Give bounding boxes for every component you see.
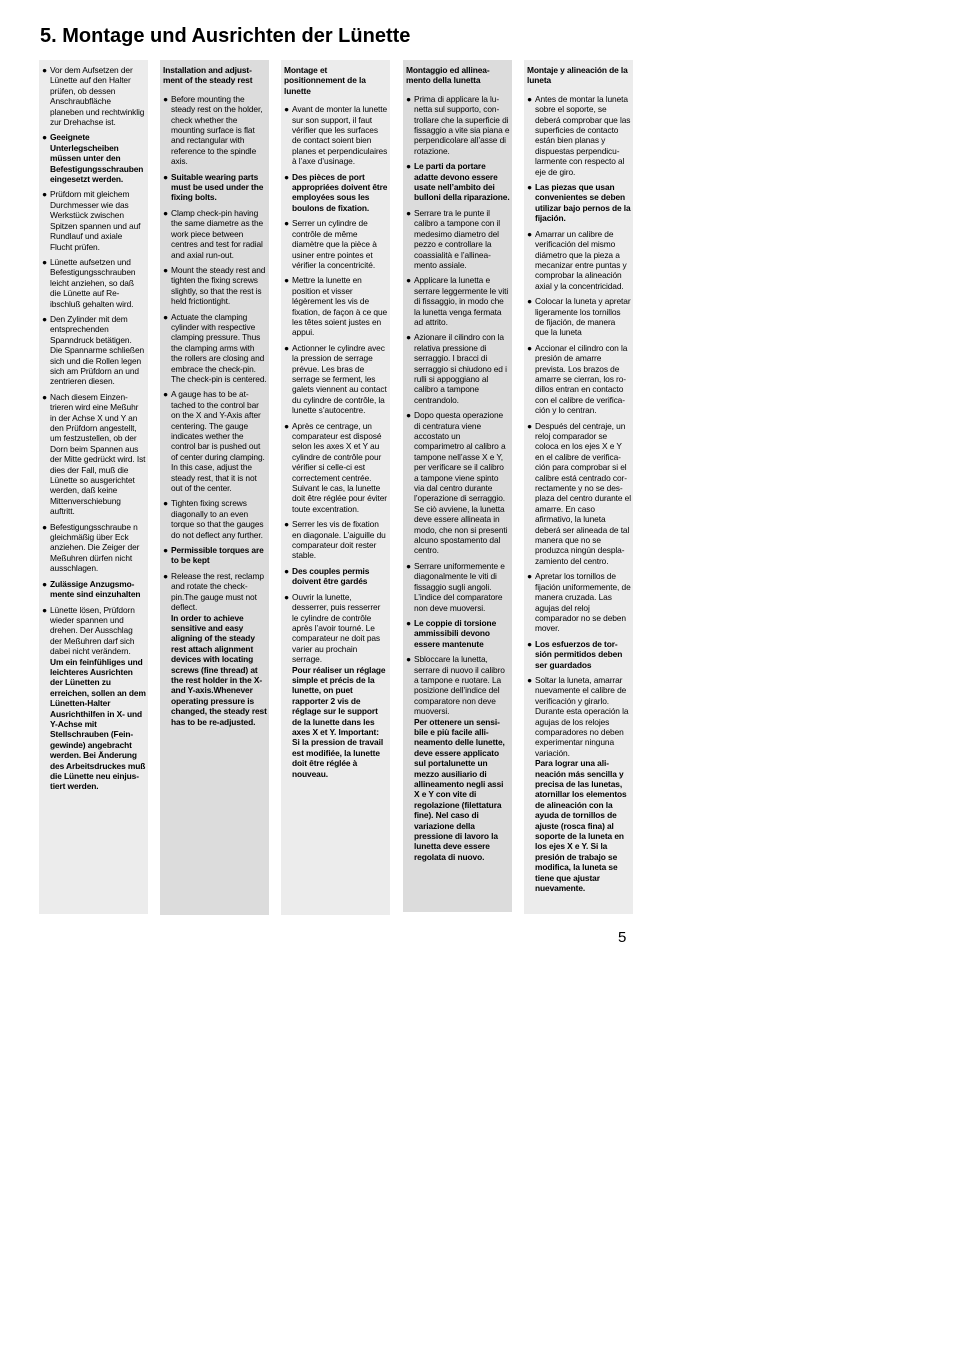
bullet-icon: ● [284, 275, 289, 286]
bullet-icon: ● [406, 161, 411, 172]
instruction-list [527, 94, 631, 894]
instruction-note: Pour réaliser un réglage simple et précis de la lunette, on puet rapporter 2 vis de réglage sur le support de la lunette dans les axes X et Y. Important: Si la pression de travail est modifiée, la lunette doit être réglée à nouveau. [292, 664, 386, 779]
bullet-icon: ● [42, 132, 47, 143]
bullet-icon: ● [163, 498, 168, 509]
bullet-icon: ● [163, 264, 168, 275]
column-french [281, 60, 390, 915]
bullet-icon: ● [42, 391, 47, 402]
bullet-icon: ● [42, 189, 47, 200]
instruction-text: Des pièces de port appropriées doivent être employées sous les boulons de fixation. [292, 171, 388, 213]
column-german [39, 60, 148, 914]
bullet-icon: ● [406, 410, 411, 421]
instruction-text: Des couples permis doivent être gardés [292, 565, 370, 587]
instruction-item [42, 605, 146, 792]
instruction-text: Serrer un cylindre de contrôle de même diamètre que la pièce à usiner entre pointes et vérifier la concentricité. [292, 218, 377, 270]
instruction-text: Le parti da portare adatte devono essere usate nell’ambito dei bulloni della riparazione. [414, 161, 510, 203]
instruction-item [527, 343, 631, 416]
instruction-item [527, 675, 631, 894]
instruction-text: Tighten fixing screws diagonally to an even torque so that the gauges do not deflect any further. [171, 498, 264, 540]
bullet-icon: ● [284, 171, 289, 182]
instruction-item [284, 275, 388, 337]
bullet-icon: ● [406, 332, 411, 343]
instruction-note: Per ottenere un sensibile e più facile allineamento delle lunette, deve essere applicato sul portalunette un mezzo ausiliario di allineamento negli assi X e Y con vite di regolazione (filettatura fine). Nel caso di variazione della pressione di lavoro la lunetta deve essere regolata di nuovo. [414, 716, 505, 862]
instruction-item [527, 94, 631, 177]
instruction-item [163, 312, 267, 385]
instruction-text: Accionar el cilindro con la presión de amarre prevista. Los brazos de amarre se cierran, los rodillos entran en contacto con el calibre de verificación y lo centran. [535, 342, 628, 416]
instruction-item [406, 332, 510, 405]
bullet-icon: ● [284, 565, 289, 576]
instruction-item [284, 343, 388, 416]
instruction-item [163, 498, 267, 540]
bullet-icon: ● [527, 674, 532, 685]
instruction-text: Después del centraje, un reloj comparador se coloca en los ejes X e Y en el calibre de verificación para comprobar si el calibre está centrado correctamente y no se desplaza del centro durante el amarre. En caso afirmativo, la luneta deberá ser alineada de tal manera que no se produzca ningún desplazamiento del centro. [535, 420, 632, 566]
instruction-item [42, 65, 146, 127]
bullet-icon: ● [527, 93, 532, 104]
instruction-item [284, 566, 388, 587]
instruction-item [284, 421, 388, 515]
instruction-text: Sbloccare la lunetta, serrare di nuovo il calibro a tampone e ruotare. La posizione dell’indice del comparatore non deve muoversi. [414, 654, 505, 717]
column-heading: Montaje y alineación de la luneta [527, 65, 628, 86]
language-columns [39, 60, 634, 915]
instruction-item [406, 161, 510, 203]
bullet-icon: ● [406, 275, 411, 286]
instruction-item [42, 392, 146, 517]
instruction-item [42, 257, 146, 309]
bullet-icon: ● [163, 207, 168, 218]
instruction-text: Le coppie di torsione ammissibili devono essere mantenute [414, 617, 497, 649]
instruction-text: Mount the steady rest and tighten the fixing screws slightly, so that the rest is held frictiontight. [171, 264, 266, 307]
instruction-item [163, 172, 267, 203]
bullet-icon: ● [42, 521, 47, 532]
instruction-note: In order to achieve sensitive and easy aligning of the steady rest attach alignment devices with locating screws (fine thread) at the rest holder in the X- and Y-axis.Whenever operating pressure is changed, the steady rest has to be re-adjusted. [171, 612, 267, 727]
instruction-item [163, 265, 267, 307]
bullet-icon: ● [527, 571, 532, 582]
column-heading: Montaggio ed allineamento della lunetta [406, 65, 490, 86]
instruction-item [527, 182, 631, 224]
instruction-text: Applicare la lunetta e serrare leggermente le viti di fissaggio, in modo che la lunetta venga fermata ad attrito. [414, 275, 509, 327]
bullet-icon: ● [42, 578, 47, 589]
bullet-icon: ● [163, 570, 168, 581]
instruction-note: Para lograr una alineación más sencilla y precisa de las lunetas, atornillar los elementos de alineación con la ayuda de tornillos de ajuste (rosca fina) al soporte de la luneta en los ejes X e Y. Si la presión de trabajo se modifica, la luneta se tiene que ajustar nuevamente. [535, 758, 627, 894]
instruction-text: Avant de monter la lunette sur son support, il faut vérifier que les surfaces de contact soient bien planes et perpendiculaires à l’axe d’usinage. [292, 104, 388, 167]
instruction-item [406, 654, 510, 862]
instruction-item [163, 94, 267, 167]
bullet-icon: ● [527, 420, 532, 431]
instruction-item [42, 189, 146, 251]
instruction-item [42, 579, 146, 600]
instruction-text: Befestigungsschraube n gleichmäßig über Eck anziehen. Die Zeiger der Meßuhren dürfen nicht ausschlagen. [50, 521, 140, 574]
instruction-text: Zulässige Anzugsmomente sind einzuhalten [50, 578, 141, 600]
instruction-item [527, 639, 631, 670]
instruction-text: Amarrar un calibre de verificación del mismo diámetro que la pieza a mecanizar entre puntas y comprobar la alineación axial y la concentricidad. [535, 228, 627, 291]
instruction-item [42, 132, 146, 184]
instruction-item [284, 592, 388, 779]
bullet-icon: ● [163, 545, 168, 556]
instruction-text: Serrare tra le punte il calibro a tampone con il medesimo diametro del pezzo e controllare la coassialità e l’allineamento assiale. [414, 207, 501, 270]
instruction-text: Serrare uniformemente e diagonalmente le viti di fissaggio sugli angoli. L’indice del comparatore non deve muoversi. [414, 560, 505, 613]
instruction-item [527, 296, 631, 338]
instruction-item [163, 571, 267, 727]
instruction-item [527, 571, 631, 633]
instruction-item [406, 275, 510, 327]
bullet-icon: ● [284, 104, 289, 115]
instruction-text: Clamp check-pin having the same diametre as the work piece between centres and test for radial and axial run-out. [171, 207, 264, 260]
instruction-list [406, 94, 510, 862]
bullet-icon: ● [527, 228, 532, 239]
instruction-list [284, 104, 388, 779]
instruction-item [163, 208, 267, 260]
instruction-item [42, 314, 146, 387]
column-italian [403, 60, 512, 912]
bullet-icon: ● [284, 342, 289, 353]
bullet-icon: ● [527, 342, 532, 353]
instruction-list [42, 65, 146, 792]
instruction-note: Um ein feinfühliges und leichteres Ausrichten der Lünetten zu erreichen, sollen an dem Lünetten-Halter Ausrichthilfen in X- und Y-Achse mit Stellschrauben (Feingewinde) angebracht werden. Bei Änderung des Arbeitsdruckes muß die Lünette neu einjustiert werden. [50, 656, 146, 792]
bullet-icon: ● [284, 519, 289, 530]
instruction-text: Before mounting the steady rest on the holder, check whether the mounting surface is flat and rectangular with reference to the spindle axis. [171, 93, 263, 167]
instruction-item [284, 519, 388, 561]
instruction-text: Ouvrir la lunette, desserrer, puis resserrer le cylindre de contrôle après l’avoir tourné. Le comparateur ne doit pas varier au prochain serrage. [292, 591, 381, 665]
bullet-icon: ● [42, 313, 47, 324]
instruction-text: Actuate the clamping cylinder with respective clamping pressure. Thus the clamping arms with the rollers are closing and embrace the check-pin. The check-pin is centered. [171, 311, 267, 384]
instruction-text: Colocar la luneta y apretar ligeramente los tornillos de fijación, de manera que la luneta [535, 296, 631, 338]
instruction-item [406, 618, 510, 649]
instruction-item [527, 421, 631, 567]
instruction-item [406, 561, 510, 613]
bullet-icon: ● [406, 207, 411, 218]
bullet-icon: ● [406, 93, 411, 104]
bullet-icon: ● [406, 654, 411, 665]
bullet-icon: ● [163, 93, 168, 104]
instruction-text: Mettre la lunette en position et visser légèrement les vis de fixation, de façon à ce que les têtes soient justes en appui. [292, 275, 388, 338]
instruction-item [284, 104, 388, 166]
instruction-text: Antes de montar la luneta sobre el soporte, se deberá comprobar que las superficies de contacto están bien planas y dispuestas perpendicularmente con respecto al eje de giro. [535, 93, 631, 177]
instruction-text: Prüfdorn mit gleichem Durchmesser wie das Werkstück zwischen Spitzen spannen und auf Rundlauf und axiale Flucht prüfen. [50, 189, 141, 252]
instruction-text: Soltar la luneta, amarrar nuevamente el calibre de verificación y girarlo. Durante esta operación la agujas de los relojes comparadores no deben experimentar ninguna variación. [535, 674, 629, 758]
instruction-text: Permissible torques are to be kept [171, 545, 264, 566]
instruction-item [42, 522, 146, 574]
instruction-item [406, 94, 510, 156]
column-heading: Installation and adjustment of the steady rest [163, 65, 253, 86]
bullet-icon: ● [42, 256, 47, 267]
bullet-icon: ● [406, 560, 411, 571]
instruction-list [163, 94, 267, 727]
instruction-text: Actionner le cylindre avec la pression de serrage prévue. Les bras de serrage se ferment, les galets viennent au contact du cylindre de contrôle, la lunette s’autocentre. [292, 342, 387, 416]
instruction-text: Vor dem Aufsetzen der Lünette auf den Halter prüfen, ob dessen Anschraubfläche planeben und rechtwinklig zur Drehachse ist. [50, 65, 145, 128]
instruction-text: Nach diesem Einzentrieren wird eine Meßuhr in der Achse X und Y an den Prüfdorn angestellt, um festzustellen, ob der Dorn beim Spannen aus der Mitte gedrückt wird. Ist dies der Fall, muß die Lünette so ausgerichtet werden, daß keine Mittenverschiebung auftritt. [50, 391, 146, 517]
instruction-item [406, 410, 510, 556]
instruction-item [284, 172, 388, 214]
bullet-icon: ● [284, 218, 289, 229]
bullet-icon: ● [163, 171, 168, 182]
column-spanish [524, 60, 633, 914]
instruction-text: Lünette aufsetzen und Befestigungsschrauben leicht anziehen, so daß die Lünette auf Reibschluß gehalten wird. [50, 256, 136, 309]
bullet-icon: ● [163, 311, 168, 322]
instruction-text: Den Zylinder mit dem entsprechenden Spanndruck betätigen. Die Spannarme schließen sich und die Rollen legen sich am Prüfdorn an und zentrieren diesen. [50, 313, 145, 387]
bullet-icon: ● [163, 389, 168, 400]
page-title: 5. Montage und Ausrichten der Lünette [40, 25, 411, 47]
column-english [160, 60, 269, 915]
instruction-item [163, 545, 267, 566]
instruction-text: Azionare il cilindro con la relativa pressione di serraggio. I bracci di serraggio si chiudono ed i rulli si appoggiano al calibro a tampone centrandolo. [414, 332, 507, 405]
bullet-icon: ● [527, 296, 532, 307]
instruction-text: A gauge has to be attached to the control bar on the X and Y-Axis after centering. The gauge indicates wether the control bar is pushed out of center during clamping. In this case, adjust the steady rest, that it is not out of the center. [171, 389, 265, 494]
instruction-text: Suitable wearing parts must be used under the fixing bolts. [171, 171, 264, 203]
instruction-text: Release the rest, reclamp and rotate the check-pin.The gauge must not deflect. [171, 570, 264, 613]
instruction-text: Los esfuerzos de torsión permitidos deben ser guardados [535, 638, 623, 670]
instruction-text: Lünette lösen, Prüfdorn wieder spannen und drehen. Der Ausschlag der Meßuhren darf sich dabei nicht verändern. [50, 604, 135, 657]
column-heading: Montage et positionnement de la lunette [284, 65, 366, 96]
bullet-icon: ● [406, 617, 411, 628]
instruction-item [284, 218, 388, 270]
bullet-icon: ● [42, 604, 47, 615]
instruction-item [406, 208, 510, 270]
bullet-icon: ● [527, 182, 532, 193]
instruction-text: Las piezas que usan convenientes se deben utilizar bajo pernos de la fijación. [535, 182, 631, 224]
bullet-icon: ● [284, 591, 289, 602]
instruction-text: Dopo questa operazione di centratura viene accostato un comparimetro al calibro a tampone nell’asse X e Y, per verificare se il calibro a tampone viene spinto via dal centro durante l’operazione di serraggio. Se ciò avviene, la lunetta deve essere allineata in modo, che non si presenti alcuno spostamento dal centro. [414, 410, 508, 556]
bullet-icon: ● [284, 420, 289, 431]
instruction-item [527, 229, 631, 291]
page-number: 5 [618, 929, 627, 946]
instruction-text: Après ce centrage, un comparateur est disposé selon les axes X et Y au cylindre de contrôle pour vérifier si celle-ci est correctement centrée. Suivant le cas, la lunette doit être réglée pour éviter toute excentration. [292, 420, 387, 514]
instruction-text: Prima di applicare la lunetta sul supporto, controllare che la superficie di fissaggio a vite sia piana e perpendicolare all’asse di rotazione. [414, 93, 510, 156]
instruction-text: Geeignete Unterlegscheiben müssen unter den Befestigungsschrauben eingesetzt werden. [50, 132, 144, 185]
instruction-text: Apretar los tornillos de fijación uniformemente, de manera cruzada. Las agujas del reloj comparador no se deben mover. [535, 571, 631, 634]
bullet-icon: ● [42, 65, 47, 75]
instruction-item [163, 389, 267, 493]
instruction-text: Serrer les vis de fixation en diagonale. L’aiguille du comparateur doit rester stable. [292, 519, 386, 561]
bullet-icon: ● [527, 638, 532, 649]
